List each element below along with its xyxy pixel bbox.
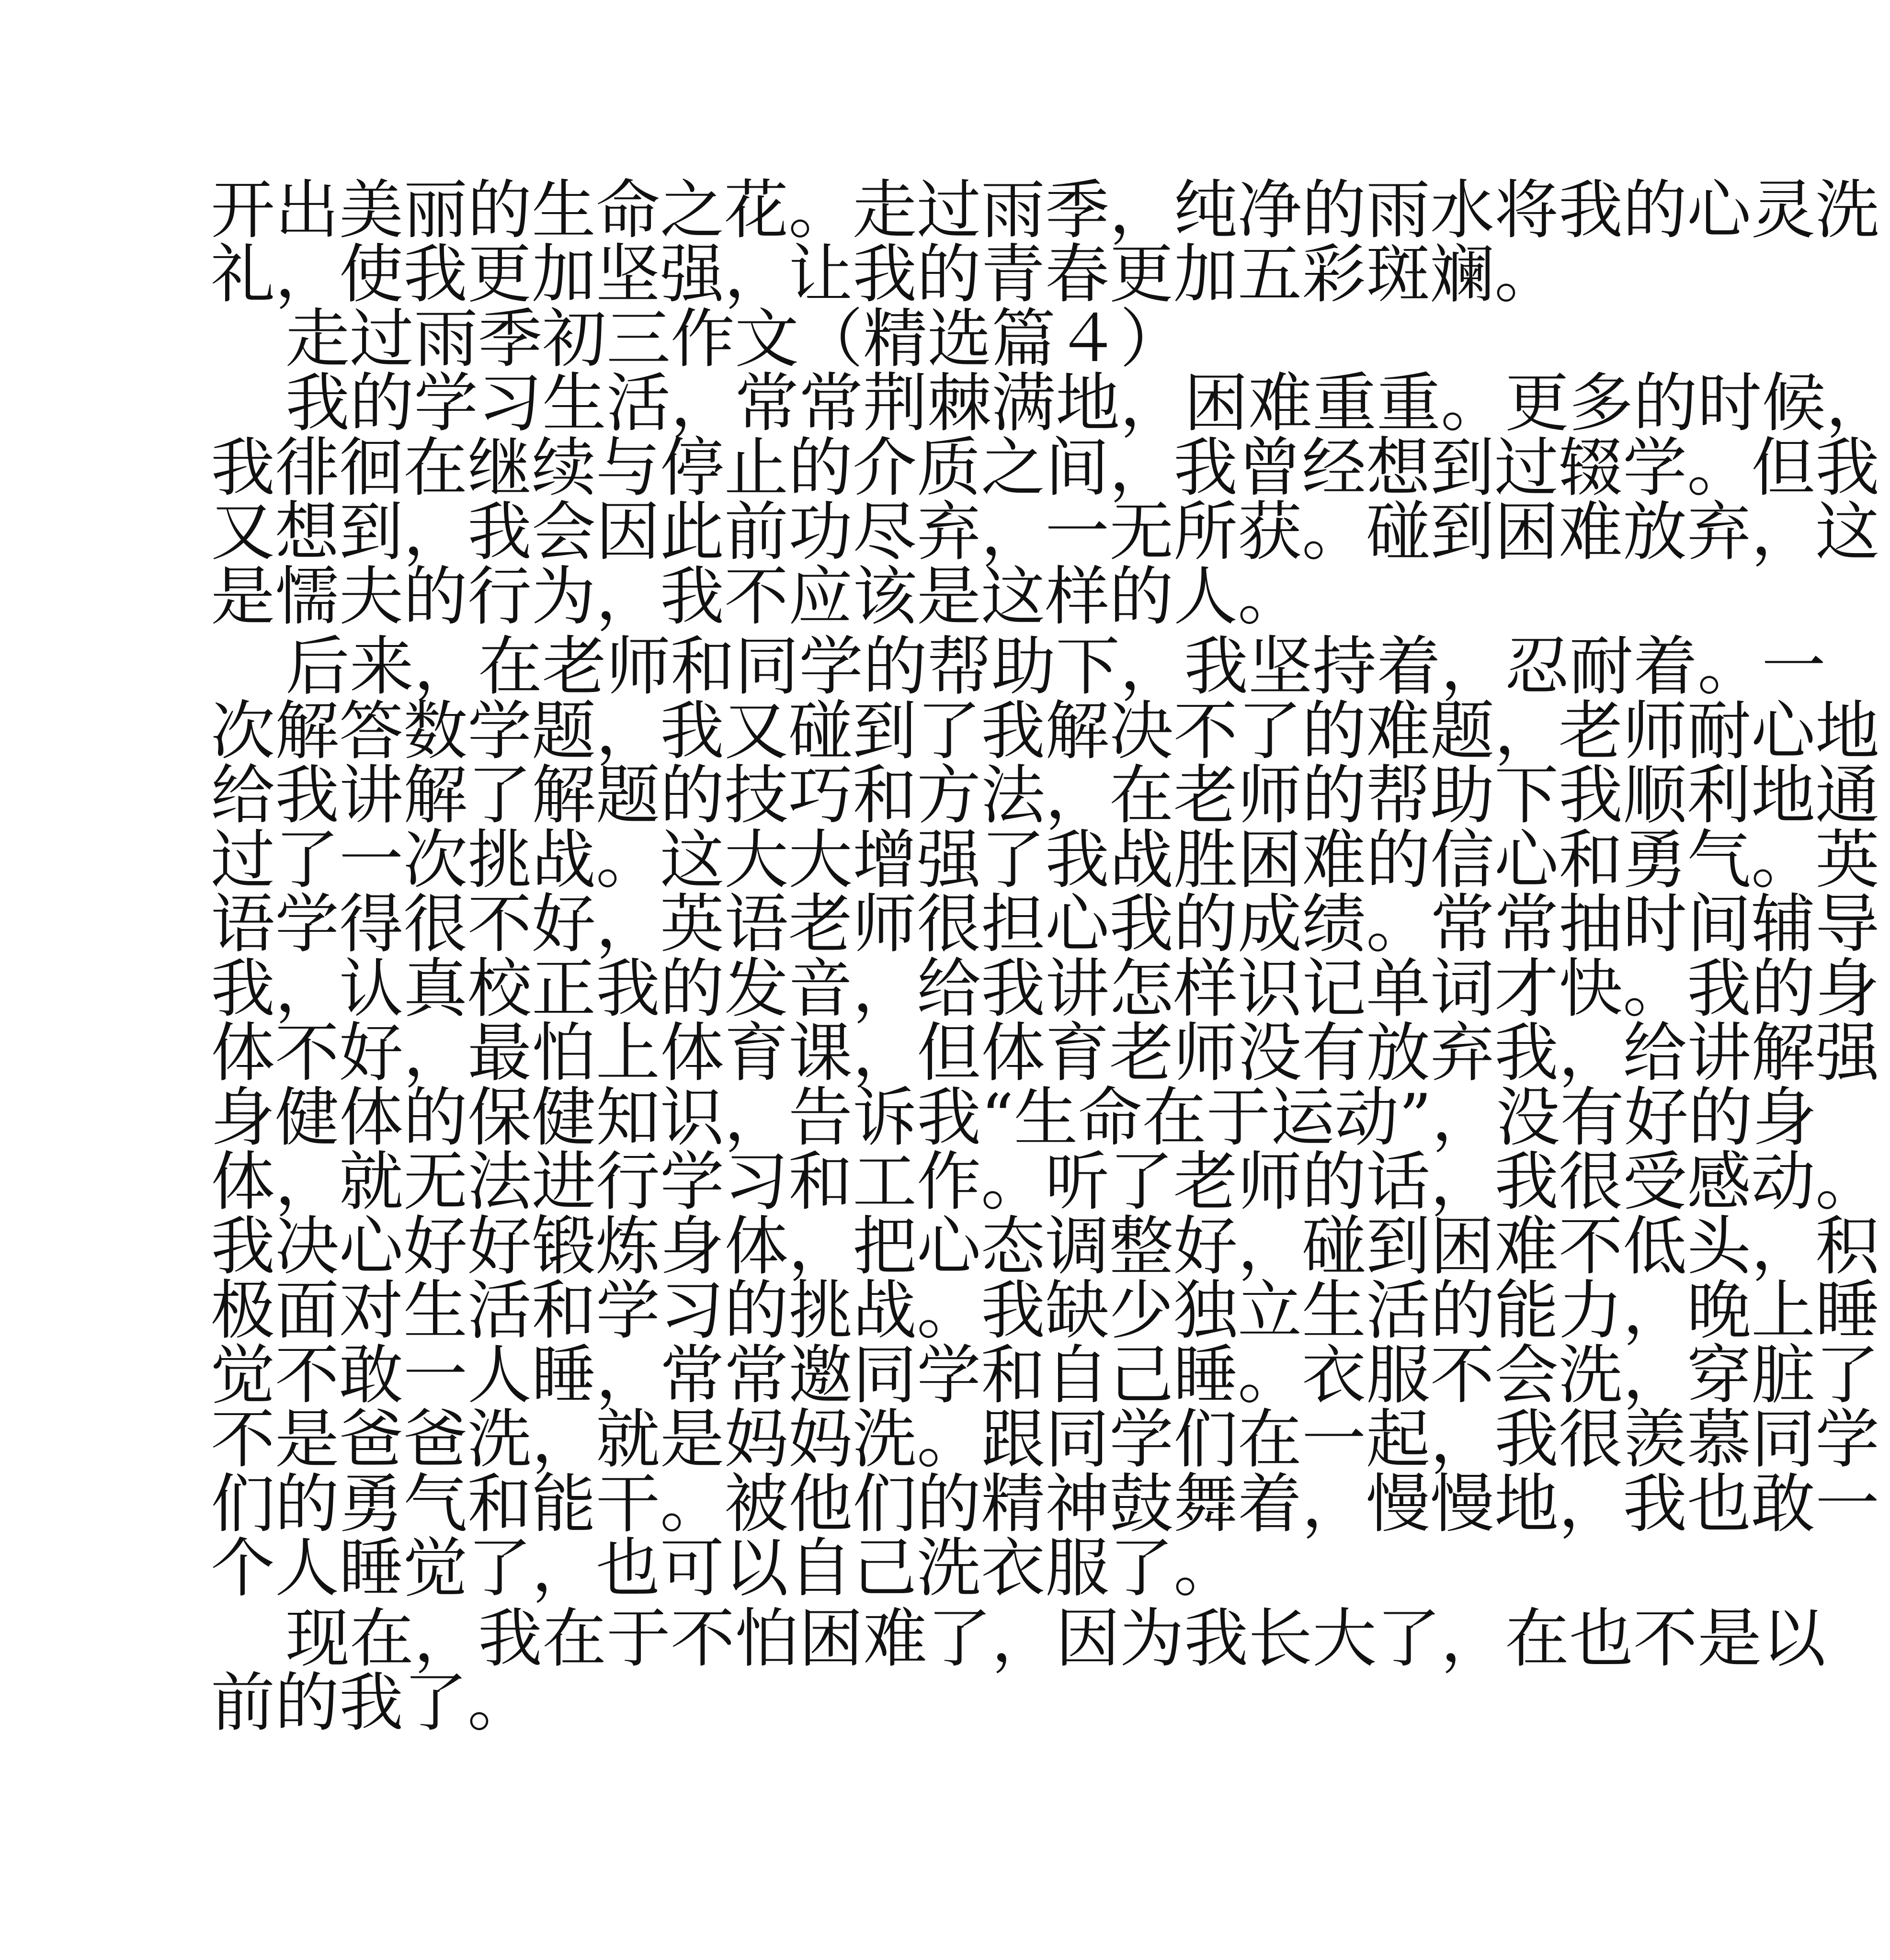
paragraph-line: 们的勇气和能干。被他们的精神鼓舞着，慢慢地，我也敢一 xyxy=(211,1467,1880,1541)
paragraph-line: 身健体的保健知识，告诉我“生命在于运动”，没有好的身 xyxy=(211,1080,1817,1155)
paragraph-line: 个人睡觉了，也可以自己洗衣服了。 xyxy=(211,1531,1238,1606)
paragraph-line: 是懦夫的行为，我不应该是这样的人。 xyxy=(211,559,1302,634)
text-line: 礼，使我更加坚强，让我的青春更加五彩斑斓。 xyxy=(211,237,1559,312)
paragraph-line: 给我讲解了解题的技巧和方法，在老师的帮助下我顺利地通 xyxy=(211,758,1880,833)
paragraph-line: 觉不敢一人睡，常常邀同学和自己睡。衣服不会洗，穿脏了 xyxy=(211,1338,1880,1413)
paragraph-line: 我的学习生活，常常荆棘满地，困难重重。更多的时候， xyxy=(285,366,1890,441)
paragraph-line: 次解答数学题，我又碰到了我解决不了的难题，老师耐心地 xyxy=(211,694,1880,769)
paragraph-line: 现在，我在于不怕困难了，因为我长大了，在也不是以 xyxy=(285,1601,1826,1676)
paragraph-line: 极面对生活和学习的挑战。我缺少独立生活的能力，晚上睡 xyxy=(211,1273,1880,1348)
paragraph-line: 体，就无法进行学习和工作。听了老师的话，我很受感动。 xyxy=(211,1144,1880,1219)
section-heading: 走过雨季初三作文（精选篇４） xyxy=(285,302,1184,376)
paragraph-line: 语学得很不好，英语老师很担心我的成绩。常常抽时间辅导 xyxy=(211,887,1880,962)
paragraph-line: 体不好，最怕上体育课，但体育老师没有放弃我，给讲解强 xyxy=(211,1016,1880,1090)
paragraph-line: 前的我了。 xyxy=(211,1665,532,1740)
paragraph-line: 不是爸爸洗，就是妈妈洗。跟同学们在一起，我很羡慕同学 xyxy=(211,1402,1880,1477)
paragraph-line: 又想到，我会因此前功尽弃，一无所获。碰到困难放弃，这 xyxy=(211,495,1880,569)
text-line: 开出美丽的生命之花。走过雨季，纯净的雨水将我的心灵洗 xyxy=(211,173,1880,248)
paragraph-line: 我徘徊在继续与停止的介质之间，我曾经想到过辍学。但我 xyxy=(211,431,1880,505)
paragraph-line: 我，认真校正我的发音，给我讲怎样识记单词才快。我的身 xyxy=(211,952,1880,1026)
paragraph-line: 过了一次挑战。这大大增强了我战胜困难的信心和勇气。英 xyxy=(211,823,1880,897)
paragraph-line: 我决心好好锻炼身体，把心态调整好，碰到困难不低头，积 xyxy=(211,1209,1880,1284)
paragraph-line: 后来，在老师和同学的帮助下，我坚持着，忍耐着。一 xyxy=(285,629,1826,704)
